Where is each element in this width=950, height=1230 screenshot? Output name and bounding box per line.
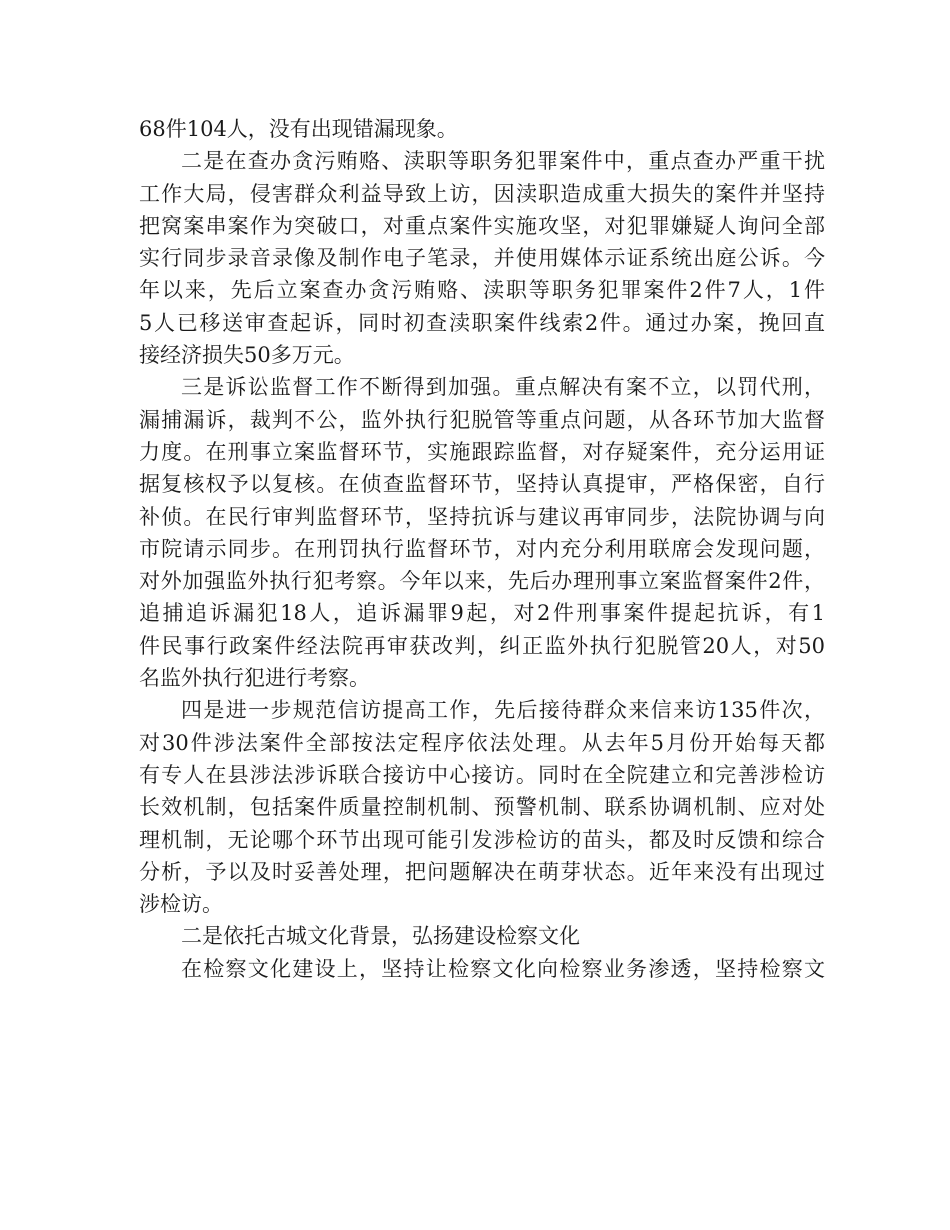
- document-body: [139, 113, 825, 985]
- text-line: 漏捕漏诉，裁判不公，监外执行犯脱管等重点问题，从各环节加大监督: [139, 407, 825, 432]
- text-line: 件民事行政案件经法院再审获改判，纠正监外执行犯脱管20人，对50: [139, 633, 825, 658]
- paragraph-4: [139, 694, 825, 920]
- text-line: 市院请示同步。在刑罚执行监督环节，对内充分利用联席会发现问题，: [139, 536, 825, 561]
- text-line: 二是依托古城文化背景，弘扬建设检察文化: [181, 924, 580, 949]
- text-line: 理机制，无论哪个环节出现可能引发涉检访的苗头，都及时反馈和综合: [139, 827, 825, 852]
- text-line: 名监外执行犯进行考察。: [139, 666, 370, 691]
- text-line: 把窝案串案作为突破口，对重点案件实施攻坚，对犯罪嫌疑人询问全部: [139, 213, 825, 238]
- text-line: 接经济损失50多万元。: [139, 343, 355, 368]
- text-line: 长效机制，包括案件质量控制机制、预警机制、联系协调机制、应对处: [139, 795, 825, 820]
- text-line: 据复核权予以复核。在侦查监督环节，坚持认真提审，严格保密，自行: [139, 472, 825, 497]
- text-line: 年以来，先后立案查办贪污贿赂、渎职等职务犯罪案件2件7人，1件: [139, 278, 825, 303]
- text-line: 有专人在县涉法涉诉联合接访中心接访。同时在全院建立和完善涉检访: [139, 762, 825, 787]
- text-line: 在检察文化建设上，坚持让检察文化向检察业务渗透，坚持检察文: [181, 956, 825, 981]
- paragraph-2: [139, 145, 825, 371]
- text-line: 补侦。在民行审判监督环节，坚持抗诉与建议再审同步，法院协调与向: [139, 504, 825, 529]
- paragraph-1: [139, 113, 825, 145]
- text-line: 涉检访。: [139, 892, 223, 917]
- paragraph-6: [139, 953, 825, 985]
- text-line: 力度。在刑事立案监督环节，实施跟踪监督，对存疑案件，充分运用证: [139, 439, 825, 464]
- text-line: 分析，予以及时妥善处理，把问题解决在萌芽状态。近年来没有出现过: [139, 859, 825, 884]
- paragraph-3: [139, 371, 825, 694]
- text-line: 实行同步录音录像及制作电子笔录，并使用媒体示证系统出庭公诉。今: [139, 246, 825, 271]
- text-line: 二是在查办贪污贿赂、渎职等职务犯罪案件中，重点查办严重干扰: [181, 149, 825, 174]
- text-line: 对30件涉法案件全部按法定程序依法处理。从去年5月份开始每天都: [139, 730, 825, 755]
- text-line: 四是进一步规范信访提高工作，先后接待群众来信来访135件次，: [181, 698, 825, 723]
- text-line: 68件104人，没有出现错漏现象。: [139, 117, 458, 141]
- section-heading: [139, 920, 825, 952]
- text-line: 追捕追诉漏犯18人，追诉漏罪9起，对2件刑事案件提起抗诉，有1: [139, 601, 825, 626]
- text-line: 5人已移送审查起诉，同时初查渎职案件线索2件。通过办案，挽回直: [139, 310, 825, 335]
- text-line: 三是诉讼监督工作不断得到加强。重点解决有案不立，以罚代刑，: [181, 375, 825, 400]
- text-line: 对外加强监外执行犯考察。今年以来，先后办理刑事立案监督案件2件，: [139, 569, 825, 594]
- text-line: 工作大局，侵害群众利益导致上访，因渎职造成重大损失的案件并坚持: [139, 181, 825, 206]
